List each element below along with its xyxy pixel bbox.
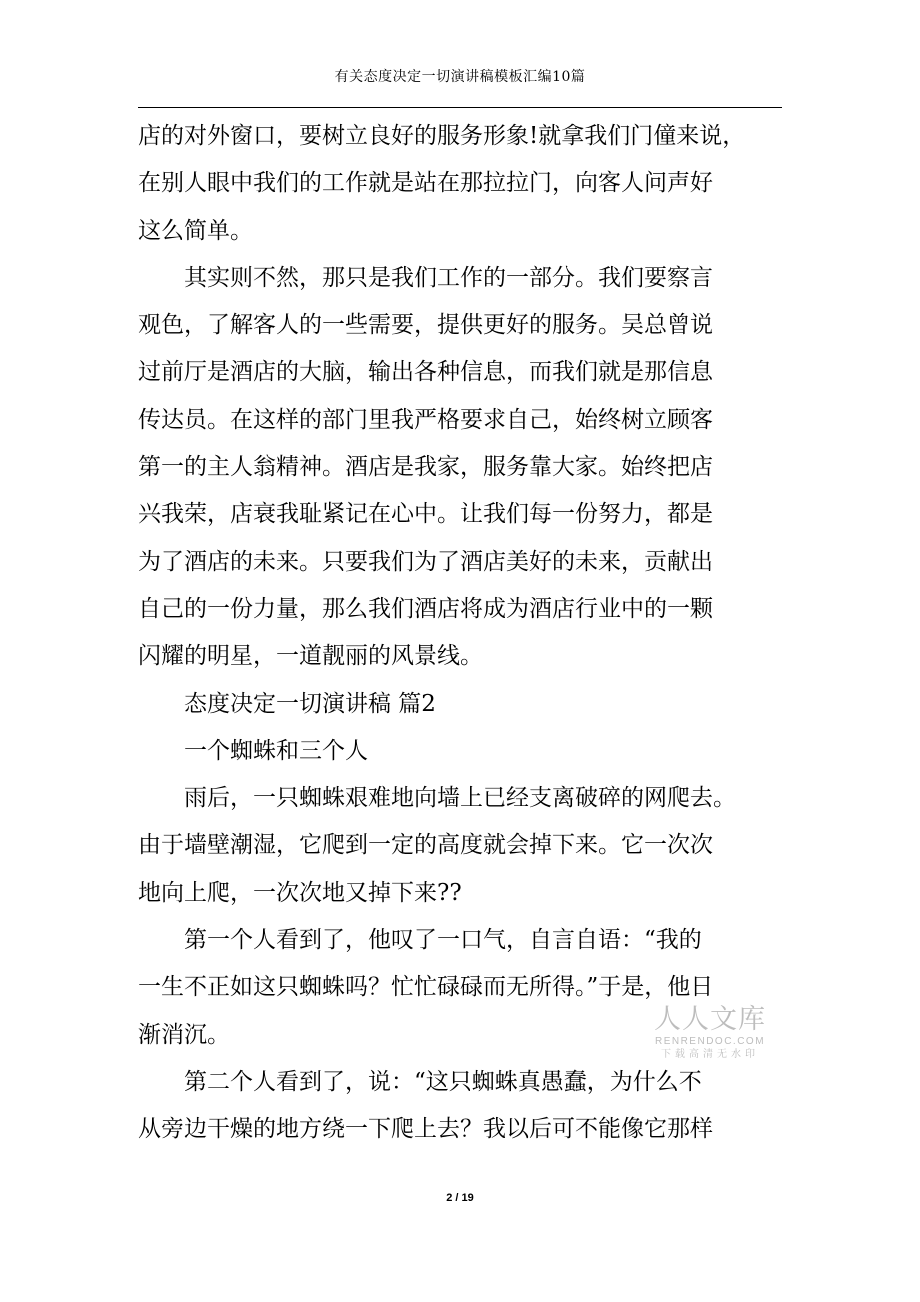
text-line: 自己的一份力量，那么我们酒店将成为酒店行业中的一颗 bbox=[138, 595, 713, 622]
page-number: 2 / 19 bbox=[446, 1192, 474, 1204]
text-line: 过前厅是酒店的大脑，输出各种信息，而我们就是那信息 bbox=[138, 359, 713, 386]
watermark-site: RENRENDOC.COM bbox=[654, 1036, 766, 1047]
watermark-subtitle: 下载高清无水印 bbox=[661, 1049, 759, 1060]
text-line: 这么简单。 bbox=[138, 217, 253, 244]
document-body bbox=[138, 113, 798, 1154]
text-line: 从旁边干燥的地方绕一下爬上去？我以后可不能像它那样 bbox=[138, 1116, 713, 1143]
text-line: 闪耀的明星，一道靓丽的风景线。 bbox=[138, 643, 483, 670]
text-line: 在别人眼中我们的工作就是站在那拉拉门，向客人问声好 bbox=[138, 170, 713, 197]
text-line: 地向上爬，一次次地又掉下来?? bbox=[138, 879, 462, 906]
text-line: 第一的主人翁精神。酒店是我家，服务靠大家。始终把店 bbox=[138, 454, 713, 481]
watermark-logo bbox=[648, 1003, 772, 1062]
text-line: 第一个人看到了，他叹了一口气，自言自语：“我的 bbox=[138, 927, 702, 954]
watermark-title: 人人文库 bbox=[654, 1004, 766, 1034]
text-line: 店的对外窗口，要树立良好的服务形象!就拿我们门僮来说， bbox=[138, 123, 746, 149]
text-line: 雨后，一只蜘蛛艰难地向墙上已经支离破碎的网爬去。 bbox=[138, 785, 736, 812]
text-line: 传达员。在这样的部门里我严格要求自己，始终树立顾客 bbox=[138, 406, 713, 433]
text-line: 兴我荣，店衰我耻紧记在心中。让我们每一份努力，都是 bbox=[138, 501, 713, 528]
text-line: 其实则不然，那只是我们工作的一部分。我们要察言 bbox=[138, 264, 713, 291]
header-divider bbox=[138, 107, 782, 108]
text-line: 第二个人看到了，说：“这只蜘蛛真愚蠢，为什么不 bbox=[138, 1068, 702, 1095]
text-line: 一生不正如这只蜘蛛吗？忙忙碌碌而无所得。”于是，他日 bbox=[138, 974, 714, 1001]
section-heading: 态度决定一切演讲稿 篇2 bbox=[138, 690, 436, 717]
text-line: 由于墙壁潮湿，它爬到一定的高度就会掉下来。它一次次 bbox=[138, 832, 713, 859]
text-line: 渐消沉。 bbox=[138, 1021, 230, 1048]
section-subheading: 一个蜘蛛和三个人 bbox=[138, 737, 368, 764]
text-line: 观色，了解客人的一些需要，提供更好的服务。吴总曾说 bbox=[138, 312, 713, 339]
page-header-title: 有关态度决定一切演讲稿模板汇编10篇 bbox=[334, 69, 586, 85]
text-line: 为了酒店的未来。只要我们为了酒店美好的未来，贡献出 bbox=[138, 548, 713, 575]
